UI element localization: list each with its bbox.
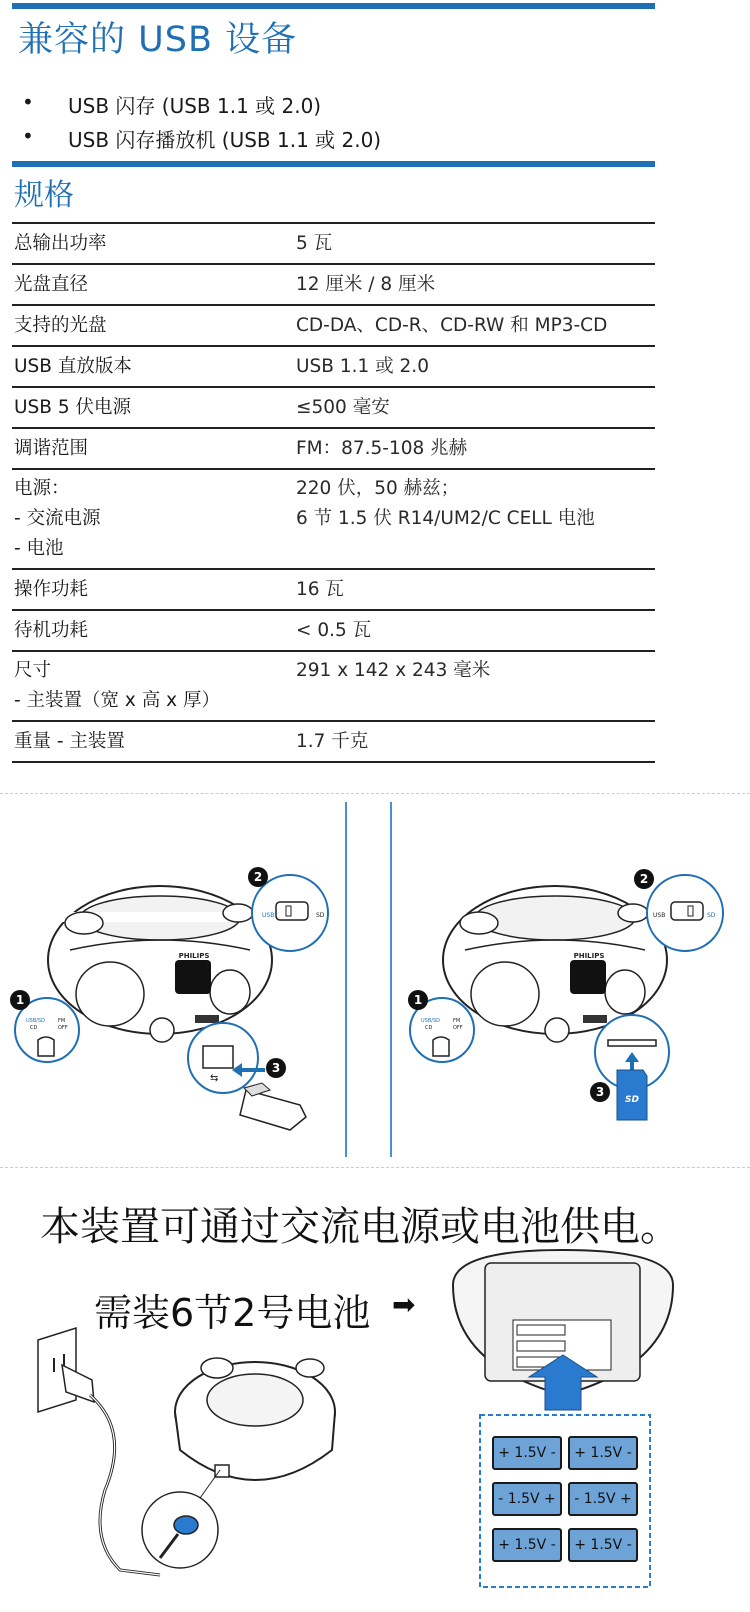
battery-grid: [492, 1428, 642, 1588]
switch-label-off: OFF: [58, 1025, 68, 1031]
spec-row: [12, 387, 655, 428]
spec-key: [12, 264, 296, 305]
spec-value-line: 5 瓦: [296, 233, 333, 254]
spec-table: [12, 222, 655, 763]
spec-row: [12, 305, 655, 346]
panel-divider: [390, 802, 392, 1157]
switch-label-usb: USB/SD: [26, 1018, 45, 1024]
section-divider: [0, 1167, 750, 1168]
spec-value-line: < 0.5 瓦: [296, 620, 372, 641]
brand-label: PHILIPS: [178, 952, 210, 960]
step-1-badge: 1: [10, 990, 30, 1010]
spec-key: [12, 610, 296, 651]
switch-label-off: OFF: [453, 1025, 463, 1031]
callout-usb-label: USB: [262, 912, 275, 919]
spec-key-line: 尺寸: [14, 660, 52, 681]
spec-value: [296, 469, 655, 569]
step-1-badge: 1: [408, 990, 428, 1010]
spec-value-line: 16 瓦: [296, 579, 344, 600]
arrow-icon: ➡: [392, 1288, 416, 1321]
spec-key-line: USB 直放版本: [14, 356, 132, 377]
spec-value: [296, 346, 655, 387]
switch-label-cd: CD: [30, 1025, 38, 1031]
switch-label-cd: CD: [425, 1025, 433, 1031]
panel-divider: [345, 802, 347, 1157]
step-3-badge: 3: [266, 1058, 286, 1078]
spec-key: [12, 469, 296, 569]
callout-sd-label: SD: [707, 912, 716, 919]
spec-value: [296, 223, 655, 264]
spec-value: [296, 428, 655, 469]
spec-key-line: - 主装置（宽 x 高 x 厚）: [14, 690, 220, 711]
usb-list-item: • USB 闪存播放机 (USB 1.1 或 2.0): [22, 124, 382, 152]
spec-value-line: CD-DA、CD-R、CD-RW 和 MP3-CD: [296, 315, 608, 336]
step-3-badge: 3: [590, 1082, 610, 1102]
spec-row: [12, 223, 655, 264]
spec-value-line: 1.7 千克: [296, 731, 369, 752]
spec-key-line: 操作功耗: [14, 579, 89, 600]
spec-key-line: 光盘直径: [14, 274, 89, 295]
usb-list-item: • USB 闪存 (USB 1.1 或 2.0): [22, 90, 322, 118]
usb-insert-diagram: [0, 800, 345, 1160]
spec-key: [12, 569, 296, 610]
brand-label: PHILIPS: [573, 952, 605, 960]
spec-row: [12, 264, 655, 305]
spec-value-line: ≤500 毫安: [296, 397, 390, 418]
spec-key-line: - 交流电源: [14, 508, 101, 529]
callout-usb-label: USB: [653, 912, 666, 919]
spec-key: [12, 346, 296, 387]
header-rule: [12, 3, 655, 9]
spec-row: [12, 651, 655, 721]
ac-power-diagram: [10, 1320, 330, 1610]
usb-symbol-icon: ⇆: [210, 1073, 219, 1084]
callout-sd-label: SD: [316, 912, 325, 919]
spec-row: [12, 569, 655, 610]
spec-value: [296, 264, 655, 305]
battery-note: 需装6节2号电池: [94, 1291, 371, 1335]
spec-key-line: USB 5 伏电源: [14, 397, 132, 418]
spec-value-line: FM：87.5-108 兆赫: [296, 438, 468, 459]
spec-key-line: 调谐范围: [14, 438, 89, 459]
spec-value-line: 220 伏，50 赫兹；: [296, 478, 460, 499]
step-2-badge: 2: [248, 867, 268, 887]
spec-key-line: 总输出功率: [14, 233, 107, 254]
spec-value: [296, 651, 655, 721]
spec-key: [12, 721, 296, 762]
spec-value: [296, 305, 655, 346]
battery-cell: + 1.5V -: [568, 1436, 638, 1470]
usb-section-title: 兼容的 USB 设备: [18, 20, 298, 60]
spec-key-line: 支持的光盘: [14, 315, 107, 336]
spec-value-line: 12 厘米 / 8 厘米: [296, 274, 436, 295]
switch-label-usb: USB/SD: [421, 1018, 440, 1024]
battery-cell: + 1.5V -: [492, 1528, 562, 1562]
sd-insert-diagram: [395, 800, 740, 1160]
switch-label-fm: FM: [453, 1018, 461, 1024]
spec-value: [296, 610, 655, 651]
spec-key: [12, 651, 296, 721]
spec-row: [12, 469, 655, 569]
spec-key-line: 重量 - 主装置: [14, 731, 125, 752]
battery-cell: + 1.5V -: [492, 1436, 562, 1470]
spec-key: [12, 387, 296, 428]
spec-key-line: 待机功耗: [14, 620, 89, 641]
battery-cell: - 1.5V +: [568, 1482, 638, 1516]
spec-key-line: - 电池: [14, 538, 64, 559]
spec-key: [12, 305, 296, 346]
spec-row: [12, 428, 655, 469]
power-headline: 本装置可通过交流电源或电池供电。: [40, 1204, 680, 1250]
step-2-badge: 2: [634, 869, 654, 889]
spec-value: [296, 569, 655, 610]
spec-value: [296, 721, 655, 762]
spec-key-line: 电源：: [14, 478, 70, 499]
battery-cell: + 1.5V -: [568, 1528, 638, 1562]
spec-value-line: USB 1.1 或 2.0: [296, 356, 429, 377]
switch-label-fm: FM: [58, 1018, 66, 1024]
sd-card-label: SD: [625, 1095, 639, 1105]
battery-cell: - 1.5V +: [492, 1482, 562, 1516]
spec-row: [12, 721, 655, 762]
spec-section-title: 规格: [14, 178, 74, 213]
section-divider: [0, 793, 750, 794]
spec-rule: [12, 161, 655, 167]
spec-value-line: 291 x 142 x 243 毫米: [296, 660, 491, 681]
spec-key: [12, 428, 296, 469]
spec-key: [12, 223, 296, 264]
spec-value-line: 6 节 1.5 伏 R14/UM2/C CELL 电池: [296, 508, 595, 529]
spec-value: [296, 387, 655, 428]
spec-row: [12, 610, 655, 651]
spec-row: [12, 346, 655, 387]
